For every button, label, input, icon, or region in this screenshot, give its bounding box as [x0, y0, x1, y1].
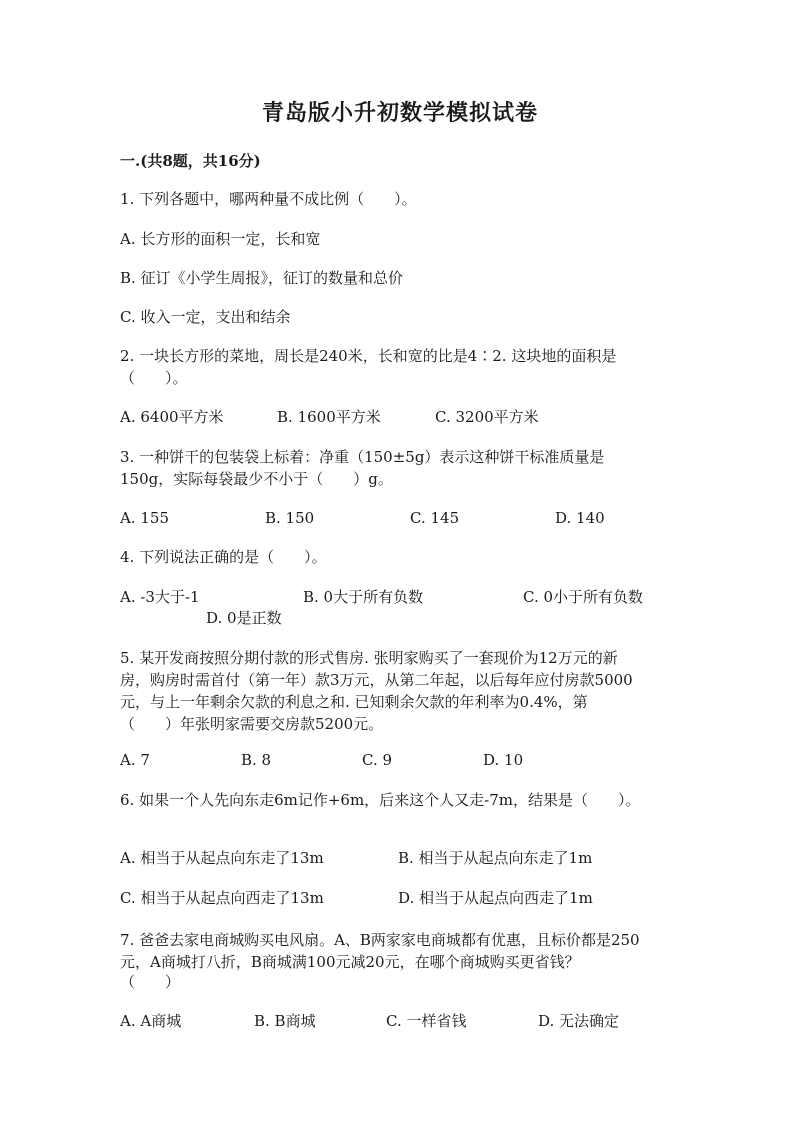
question-6-option-c: C. 相当于从起点向西走了13m: [120, 889, 324, 907]
question-4-option-d: D. 0是正数: [206, 609, 282, 627]
question-2-option-c: C. 3200平方米: [435, 408, 539, 426]
question-1-text: 1. 下列各题中，哪两种量不成比例（ ）。: [120, 190, 417, 208]
question-7-option-a: A. A商城: [120, 1012, 182, 1030]
question-2-option-a: A. 6400平方米: [120, 408, 224, 426]
question-5-option-d: D. 10: [483, 751, 524, 769]
question-7-text-line-1: 7. 爸爸去家电商城购买电风扇。A、B两家家电商城都有优惠，且标价都是250: [120, 931, 640, 949]
section-heading: 一.(共8题，共16分): [120, 152, 261, 170]
question-4-option-c: C. 0小于所有负数: [523, 588, 644, 606]
question-2-text-line-1: 2. 一块长方形的菜地，周长是240米，长和宽的比是4∶2. 这块地的面积是: [120, 347, 617, 365]
question-1-option-c: C. 收入一定，支出和结余: [120, 308, 291, 326]
question-5-text-line-3: 元，与上一年剩余欠款的利息之和. 已知剩余欠款的年利率为0.4%，第: [120, 693, 588, 711]
question-6-option-a: A. 相当于从起点向东走了13m: [120, 849, 324, 867]
question-7-text-line-3: （ ）: [120, 973, 181, 991]
question-3-text-line-2: 150g，实际每袋最少不小于（ ）g。: [120, 470, 393, 488]
question-3-option-c: C. 145: [410, 509, 460, 527]
question-2-option-b: B. 1600平方米: [277, 408, 381, 426]
question-4-text: 4. 下列说法正确的是（ ）。: [120, 548, 327, 566]
question-3-text-line-1: 3. 一种饼干的包装袋上标着：净重（150±5g）表示这种饼干标准质量是: [120, 448, 605, 466]
question-5-option-a: A. 7: [120, 751, 150, 769]
question-5-text-line-2: 房，购房时需首付（第一年）款3万元，从第二年起，以后每年应付房款5000: [120, 671, 633, 689]
question-7-option-b: B. B商城: [254, 1012, 316, 1030]
question-3-option-b: B. 150: [265, 509, 315, 527]
page-title: 青岛版小升初数学模拟试卷: [261, 100, 538, 126]
question-7-option-c: C. 一样省钱: [386, 1012, 467, 1030]
question-1-option-a: A. 长方形的面积一定，长和宽: [120, 230, 321, 248]
question-4-option-a: A. -3大于-1: [120, 588, 200, 606]
question-3-option-a: A. 155: [120, 509, 169, 527]
question-7-option-d: D. 无法确定: [538, 1012, 620, 1030]
question-5-text-line-4: （ ）年张明家需要交房款5200元。: [120, 715, 384, 733]
question-5-option-c: C. 9: [362, 751, 393, 769]
question-1-option-b: B. 征订《小学生周报》，征订的数量和总价: [120, 269, 404, 287]
question-4-option-b: B. 0大于所有负数: [303, 588, 424, 606]
question-6-option-d: D. 相当于从起点向西走了1m: [398, 889, 593, 907]
question-6-text: 6. 如果一个人先向东走6m记作+6m，后来这个人又走-7m，结果是（ ）。: [120, 791, 641, 809]
question-7-text-line-2: 元，A商城打八折，B商城满100元减20元，在哪个商城购买更省钱？: [120, 953, 580, 971]
question-2-text-line-2: （ ）。: [120, 369, 188, 387]
question-3-option-d: D. 140: [555, 509, 605, 527]
question-5-option-b: B. 8: [241, 751, 272, 769]
question-5-text-line-1: 5. 某开发商按照分期付款的形式售房. 张明家购买了一套现价为12万元的新: [120, 649, 618, 667]
question-6-option-b: B. 相当于从起点向东走了1m: [398, 849, 593, 867]
